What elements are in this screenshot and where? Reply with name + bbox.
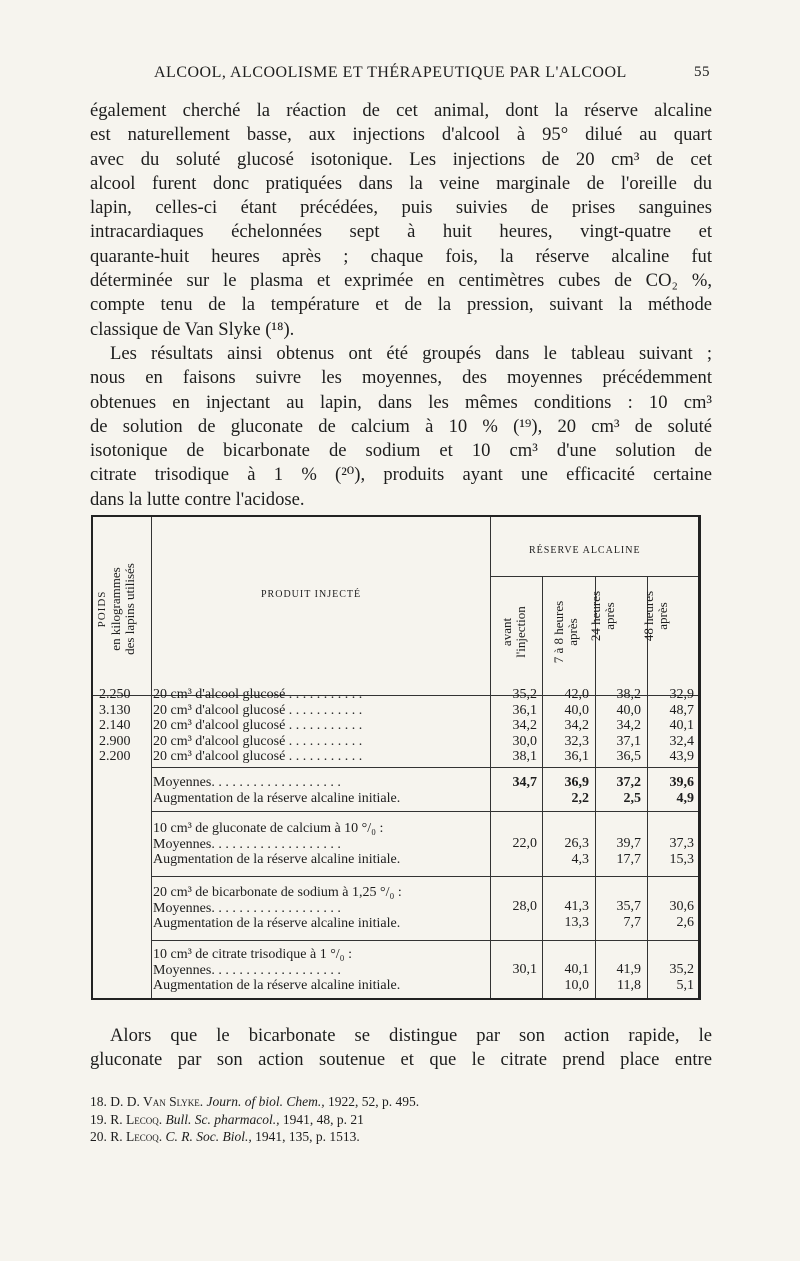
group-avant: 34,7 — [512, 775, 537, 790]
group-mean: 35,2 5,1 — [669, 962, 694, 993]
cell-value: 40,1 — [669, 718, 694, 733]
poids-value: 2.140 — [99, 718, 131, 733]
poids-value: 3.130 — [99, 702, 131, 718]
group-mean: 39,6 4,9 — [669, 775, 694, 806]
produit-value: 20 cm³ d'alcool glucosé . . . . . . . . . . . — [153, 749, 363, 764]
cell-value: 42,0 — [564, 687, 589, 702]
cell-value: 40,0 — [564, 702, 589, 718]
text-line: nous en faisons suivre les moyennes, des moyennes précédemment — [90, 367, 712, 389]
text-line: est naturellement basse, aux injections d'alcool à 95° dilué au quart — [90, 124, 712, 146]
text-line: isotonique de bicarbonate de sodium et 10 cm³ d'une solution de — [90, 440, 712, 462]
group-avant: 28,0 — [512, 899, 537, 914]
running-title: ALCOOL, ALCOOLISME ET THÉRAPEUTIQUE PAR L'ALCOOL — [154, 64, 627, 81]
text-line: avec du soluté glucosé isotonique. Les injections de 20 cm³ de cet — [90, 148, 712, 170]
text-line: de solution de gluconate de calcium à 10 % (¹⁹), 20 cm³ de soluté — [90, 415, 712, 437]
poids-value: 2.250 — [99, 687, 131, 702]
cell-value: 34,2 — [512, 718, 537, 733]
paragraph-2 — [90, 342, 712, 512]
produit-value: 20 cm³ d'alcool glucosé . . . . . . . . . . . — [153, 733, 363, 749]
group-mean: 35,7 7,7 — [616, 899, 641, 930]
group-mean: 36,9 2,2 — [564, 775, 589, 806]
group-mean: 37,3 15,3 — [669, 836, 694, 867]
produit-value: 20 cm³ d'alcool glucosé . . . . . . . . . . . — [153, 687, 363, 702]
cell-value: 37,1 — [616, 733, 641, 749]
produit-value: 20 cm³ d'alcool glucosé . . . . . . . . . . . — [153, 702, 363, 718]
footnotes — [90, 1093, 419, 1146]
cell-value: 38,2 — [616, 687, 641, 702]
cell-value: 36,1 — [512, 702, 537, 718]
text-line: dans la lutte contre l'acidose. — [90, 488, 305, 510]
text-line: compte tenu de la température et de la pression, suivant la méthode — [90, 294, 712, 316]
produit-value: 20 cm³ d'alcool glucosé . . . . . . . . . . . — [153, 718, 363, 733]
row-divider — [151, 876, 698, 877]
cell-value: 36,1 — [564, 749, 589, 764]
cell-value: 34,2 — [616, 718, 641, 733]
footnote-20: 20. R. Lecoq. C. R. Soc. Biol., 1941, 135, p. 1513. — [90, 1129, 360, 1144]
text-line: également cherché la réaction de cet animal, dont la réserve alcaline — [90, 100, 712, 121]
text-line: quarante-huit heures après ; chaque fois, la réserve alcaline fut — [90, 245, 712, 267]
cell-value: 35,2 — [512, 687, 537, 702]
cell-value: 32,9 — [669, 687, 694, 702]
text-line: citrate trisodique à 1 % (²⁰), produits ayant une efficacité certaine — [90, 464, 712, 486]
text-line: classique de Van Slyke (¹⁸). — [90, 318, 295, 340]
avant-column — [491, 687, 537, 765]
text-line: Les résultats ainsi obtenus ont été groupés dans le tableau suivant ; — [110, 343, 712, 364]
subcol-48h: 48 heures après — [641, 590, 670, 642]
h7-column — [543, 687, 589, 765]
group-mean: 41,9 11,8 — [616, 962, 641, 993]
text-line: obtenues en injectant au lapin, dans les mêmes conditions : 10 cm³ — [90, 391, 712, 413]
produit-header: PRODUIT INJECTÉ — [261, 589, 362, 600]
text-line: intracardiaques échelonnées sept à huit heures, vingt-quatre et — [90, 221, 712, 243]
h24-column — [596, 687, 641, 765]
row-divider — [151, 940, 698, 941]
group-mean: 26,3 4,3 — [564, 836, 589, 867]
reserve-header: RÉSERVE ALCALINE — [529, 545, 641, 556]
cell-value: 34,2 — [564, 718, 589, 733]
row-divider — [491, 576, 698, 577]
cell-value: 32,3 — [564, 733, 589, 749]
cell-value: 40,0 — [616, 702, 641, 718]
cell-value: 36,5 — [616, 749, 641, 764]
page-number: 55 — [694, 64, 710, 80]
column-divider — [151, 517, 152, 998]
text-line: déterminée sur le plasma et exprimée en centimètres cubes de CO₂ %, — [90, 270, 712, 292]
poids-value: 2.200 — [99, 749, 131, 764]
text-line: lapin, celles-ci étant précédées, puis suivies de prises sanguines — [90, 197, 712, 219]
group-mean: 41,3 13,3 — [564, 899, 589, 930]
cell-value: 43,9 — [669, 749, 694, 764]
group-citrate: 10 cm³ de citrate trisodique à 1 °/₀ : Moyennes. . . . . . . . . . . . . . . . . . . Augmentation de la réserve alcaline initiale. — [153, 947, 401, 993]
group-avant: 30,1 — [512, 962, 537, 977]
row-divider — [151, 767, 698, 768]
text-line: gluconate par son action soutenue et que le citrate prend place entre — [90, 1049, 712, 1071]
poids-header: POIDS en kilogrammes des lapins utilisés — [96, 563, 137, 655]
subcol-7-8h: 7 à 8 heures après — [551, 600, 580, 664]
paragraph-3 — [90, 1024, 712, 1073]
group-mean: 39,7 17,7 — [616, 836, 641, 867]
footnote-18: 18. D. D. Van Slyke. Journ. of biol. Chem., 1922, 52, p. 495. — [90, 1094, 420, 1109]
reserve-alcaline-table — [91, 515, 701, 1000]
row-divider — [151, 811, 698, 812]
text-line: Alors que le bicarbonate se distingue par son action rapide, le — [110, 1025, 712, 1046]
footnote-19: 19. R. Lecoq. Bull. Sc. pharmacol., 1941, 48, p. 21 — [90, 1111, 364, 1127]
group-mean: 40,1 10,0 — [564, 962, 589, 993]
group-avant: 22,0 — [512, 836, 537, 851]
poids-column — [99, 687, 131, 765]
subcol-avant: avant l'injection — [499, 606, 528, 658]
cell-value: 48,7 — [669, 702, 694, 718]
h48-column — [648, 687, 694, 765]
cell-value: 30,0 — [512, 733, 537, 749]
poids-value: 2.900 — [99, 733, 131, 749]
group-bicarbonate: 20 cm³ de bicarbonate de sodium à 1,25 °/₀ : Moyennes. . . . . . . . . . . . . . . . . . . Augmentation de la réserve alcaline initiale. — [153, 885, 402, 931]
paragraph-1 — [90, 99, 712, 342]
group-mean: 37,2 2,5 — [616, 775, 641, 806]
text-line: alcool furent donc pratiquées dans la veine marginale de l'oreille du — [90, 172, 712, 194]
cell-value: 38,1 — [512, 749, 537, 764]
cell-value: 32,4 — [669, 733, 694, 749]
group-gluconate: 10 cm³ de gluconate de calcium à 10 °/₀ : Moyennes. . . . . . . . . . . . . . . . . . . Augmentation de la réserve alcaline initiale. — [153, 821, 401, 867]
group-alcool: Moyennes. . . . . . . . . . . . . . . . . . . Augmentation de la réserve alcaline initiale. — [153, 775, 401, 806]
subcol-24h: 24 heures après — [588, 590, 617, 642]
produit-column — [153, 687, 362, 765]
group-mean: 30,6 2,6 — [669, 899, 694, 930]
